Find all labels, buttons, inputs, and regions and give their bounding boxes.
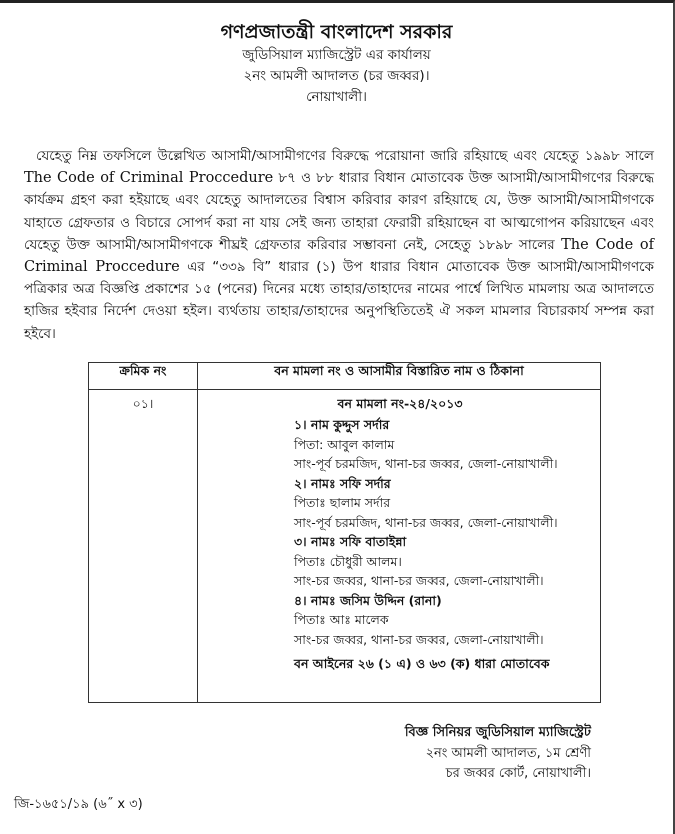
legal-section: বন আইনের ২৬ (১ এ) ও ৬৩ (ক) ধারা মোতাবেক	[294, 656, 550, 671]
accused-father: পিতাঃ চৌধুরী আলম।	[294, 553, 402, 569]
accused-1	[206, 415, 594, 474]
table-header-row	[89, 363, 601, 390]
accused-father: পিতা: আবুল কালাম	[294, 436, 395, 452]
accused-address: সাং-পূর্ব চরমজিদ, থানা-চর জব্বর, জেলা-নোয়াখালী।	[294, 456, 558, 471]
accused-father: পিতাঃ আঃ মালেক	[294, 612, 389, 627]
accused-name: ৩। নামঃ সফি বাতাইন্না	[294, 534, 407, 549]
accused-father: পিতাঃ ছালাম সর্দার	[294, 495, 391, 510]
details-header: বন মামলা নং ও আসামীর বিস্তারিত নাম ও ঠিকানা	[198, 363, 601, 390]
office-name: জুডিসিয়াল ম্যাজিস্ট্রেট এর কার্যালয়	[242, 47, 431, 63]
accused-address: সাং-পূর্ব চরমজিদ, থানা-চর জব্বর, জেলা-নোয়াখালী।	[294, 514, 558, 530]
accused-address: সাং-চর জব্বর, থানা-চর জব্বর, জেলা-নোয়াখালী।	[294, 631, 544, 647]
code-name-2: The Code of Criminal Proccedure	[24, 236, 655, 276]
signatory-location: চর জব্বর কোর্ট, নোয়াখালী।	[445, 766, 591, 781]
signatory-title: বিজ্ঞ সিনিয়র জুডিসিয়াল ম্যাজিস্ট্রেট	[404, 725, 591, 740]
reference-number: জি-১৬৫১/১৯ (৬˝ x ৩)	[14, 797, 143, 812]
paragraph-part-2: ৮৭ ও ৮৮ ধারার বিধান মোতাবেক উক্ত আসামী/আসামীগণের বিরুদ্ধে কার্যক্রম গ্রহণ করা হইয়াছে এবং যেহেতু আদালতের বিশ্বাস করিবার কারণ রহিয়াছে যে, উক্ত আসামী/আসামীগণকে যাহাতে গ্রেফতার ও বিচারে সোপর্দ করা না যায় সেই জন্য তাহারা ফেরারী রহিয়াছেন বা আত্মগোপন করিয়াছেন এবং যেহেতু উক্ত আসামী/আসামীগণকে শীঘ্রই গ্রেফতার করিবার সম্ভাবনা নেই, সেহেতু ১৮৯৮ সালের	[24, 170, 654, 253]
table-row	[89, 390, 601, 703]
accused-name: ২। নামঃ সফি সর্দার	[294, 475, 391, 491]
details-cell	[198, 390, 601, 703]
district-name: নোয়াখালী।	[306, 89, 367, 105]
case-table	[88, 362, 601, 703]
header	[0, 19, 673, 108]
accused-address: সাং-চর জব্বর, থানা-চর জব্বর, জেলা-নোয়াখালী।	[294, 573, 544, 588]
government-title: গণপ্রজাতন্ত্রী বাংলাদেশ সরকার	[220, 21, 453, 43]
serial-cell: ০১।	[89, 390, 198, 703]
signature-block	[405, 723, 591, 785]
paragraph-part-3: এর “৩৩৯ বি” ধারার (১) উপ ধারার বিধান মোতাবেক উক্ত আসামী/আসামীগণকে পত্রিকার অত্র বিজ্ঞপ্তি প্রকাশের ১৫ (পনের) দিনের মধ্যে তাহার/তাহাদের নামের পার্শ্বে লিখিত মামলায় অত্র আদালতে হাজির হইবার নির্দেশ দেওয়া হইল। ব্যর্থতায় তাহার/তাহাদের অনুপস্থিতিতেই ঐ সকল মামলার বিচারকার্য সম্পন্ন করা হইবে।	[24, 259, 654, 342]
accused-4	[206, 591, 594, 650]
paragraph-part-1: যেহেতু নিম্ন তফসিলে উল্লেখিত আসামী/আসামীগণের বিরুদ্ধে পরোয়ানা জারি রহিয়াছে এবং যেহেতু ১৯৯৮ সালে	[36, 148, 654, 164]
signatory-court: ২নং আমলী আদালত, ১ম শ্রেণী	[425, 745, 591, 761]
accused-name: ১। নাম কুদ্দুস সর্দার	[294, 417, 390, 432]
accused-name: ৪। নামঃ জসিম উদ্দিন (রানা)	[294, 592, 442, 608]
notice-paragraph	[24, 145, 654, 345]
serial-header: ক্রমিক নং	[89, 363, 198, 390]
code-name-1: The Code of Criminal Proccedure	[24, 170, 274, 187]
case-number: বন মামলা নং-২৪/২০১৩	[337, 396, 463, 411]
court-name: ২নং আমলী আদালত (চর জব্বর)।	[243, 68, 430, 84]
accused-2	[206, 474, 594, 533]
accused-3	[206, 532, 594, 591]
